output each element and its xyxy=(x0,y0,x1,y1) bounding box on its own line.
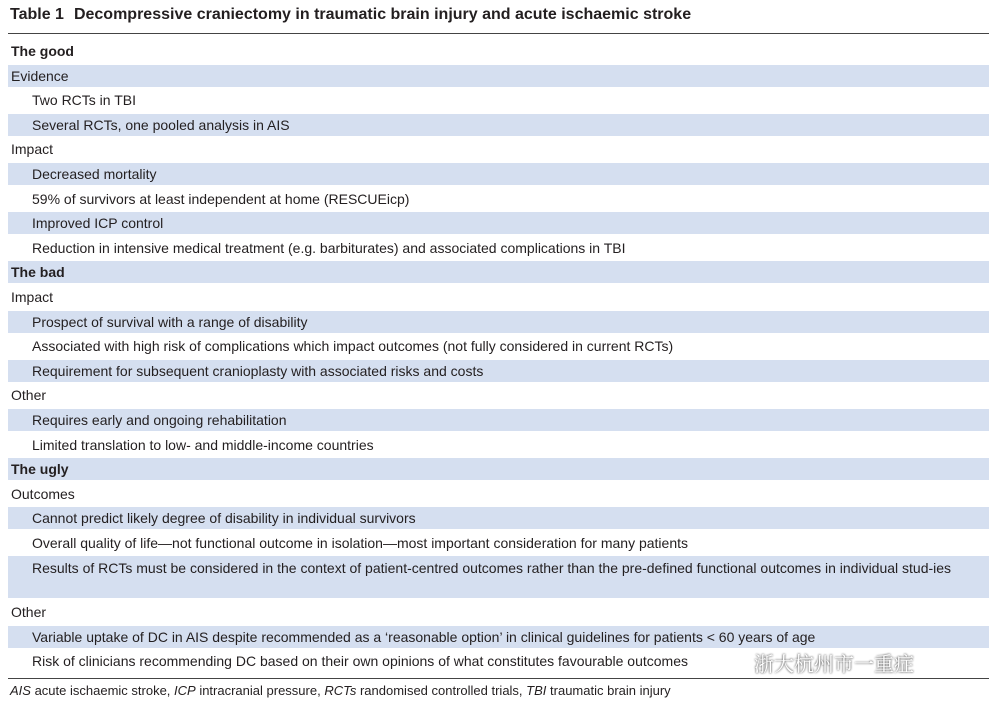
footnote-definition: traumatic brain injury xyxy=(546,683,671,698)
category-label: Impact xyxy=(11,141,54,158)
table-title xyxy=(10,4,990,26)
category-label: Impact xyxy=(11,288,54,305)
table-row: Decreased mortality xyxy=(8,163,989,185)
footnote-abbr: RCTs xyxy=(324,683,357,698)
category-label: Outcomes xyxy=(11,485,75,502)
table-number: Table 1 xyxy=(10,6,64,23)
footnote-abbr: TBI xyxy=(526,683,547,698)
section-heading: The bad xyxy=(8,261,989,283)
footnote-definition: acute ischaemic stroke, xyxy=(30,683,175,698)
table-row: Results of RCTs must be considered in the context of patient-centred outcomes rather than the pre-defined functional outcomes in individual stud-ies xyxy=(8,556,989,598)
table-row: Variable uptake of DC in AIS despite recommended as a ‘reasonable option’ in clinical guidelines for patients < 60 years of age xyxy=(8,626,989,648)
table-row: 59% of survivors at least independent at home (RESCUEicp) xyxy=(32,190,410,207)
category-label: Evidence xyxy=(8,65,989,87)
section-heading: The good xyxy=(11,43,74,59)
table-row: Limited translation to low- and middle-income countries xyxy=(32,436,374,453)
watermark xyxy=(722,648,914,676)
table-row: Risk of clinicians recommending DC based on their own opinions of what constitutes favourable outcomes xyxy=(32,653,689,670)
watermark-text: 浙大杭州市一重症 xyxy=(754,653,914,676)
table-row: Associated with high risk of complications which impact outcomes (not fully considered in current RCTs) xyxy=(32,338,674,355)
table-row: Reduction in intensive medical treatment (e.g. barbiturates) and associated complications in TBI xyxy=(32,239,626,256)
footnote-rule xyxy=(8,678,989,679)
table-row: Two RCTs in TBI xyxy=(32,92,136,109)
section-heading: The ugly xyxy=(8,458,989,480)
footnote-definition: randomised controlled trials, xyxy=(356,683,527,698)
table-row: Overall quality of life—not functional outcome in isolation—most important consideration for many patients xyxy=(32,534,688,551)
table-row: Prospect of survival with a range of disability xyxy=(8,311,989,333)
category-label: Other xyxy=(11,387,47,404)
abbreviations-footnote xyxy=(10,682,990,700)
table-row: Requirement for subsequent cranioplasty with associated risks and costs xyxy=(8,360,989,382)
table-row: Several RCTs, one pooled analysis in AIS xyxy=(8,114,989,136)
footnote-definition: intracranial pressure, xyxy=(195,683,325,698)
wechat-icon xyxy=(722,651,748,673)
top-rule xyxy=(8,33,989,34)
table-caption: Decompressive craniectomy in traumatic brain injury and acute ischaemic stroke xyxy=(73,6,692,23)
footnote-abbr: AIS xyxy=(10,683,31,698)
table-row: Improved ICP control xyxy=(8,212,989,234)
table-row: Cannot predict likely degree of disability in individual survivors xyxy=(8,507,989,529)
footnote-abbr: ICP xyxy=(174,683,196,698)
category-label: Other xyxy=(11,604,47,621)
summary-table xyxy=(8,40,989,675)
table-row: Requires early and ongoing rehabilitation xyxy=(8,409,989,431)
